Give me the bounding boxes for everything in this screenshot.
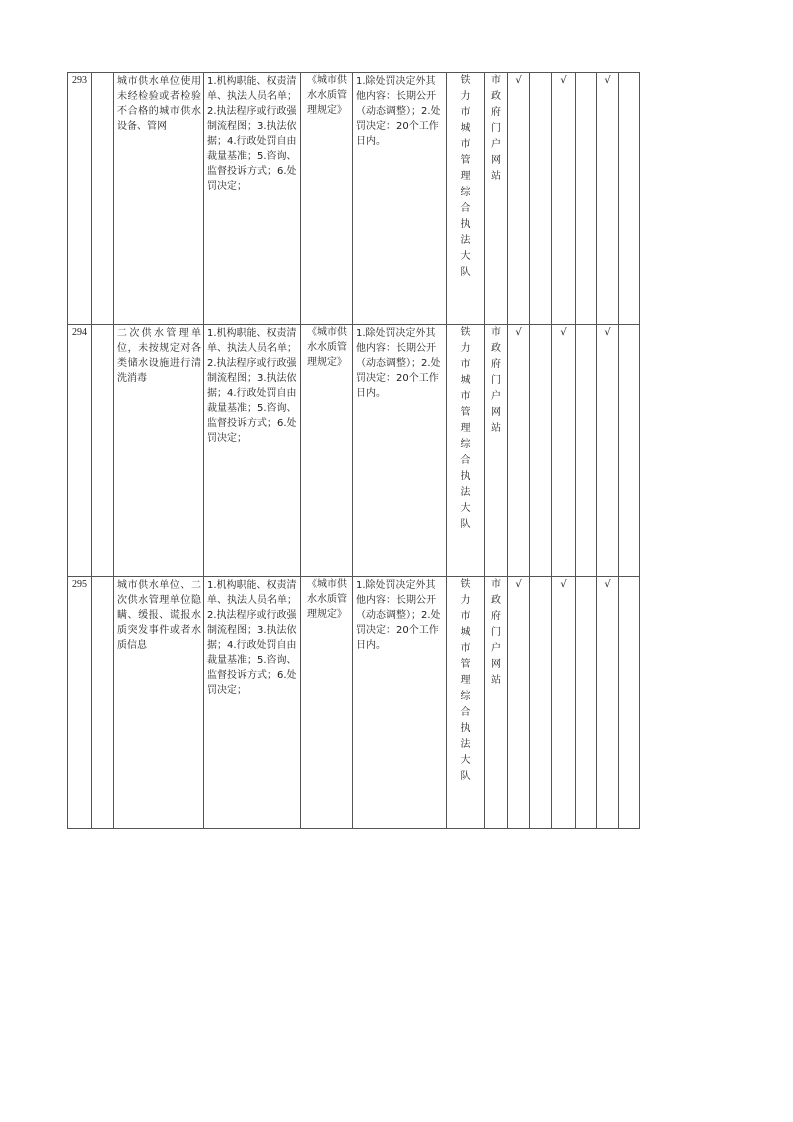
channel-cell — [485, 577, 508, 829]
channel-cell — [485, 73, 508, 325]
subject-cell — [447, 577, 485, 829]
checkmark-cell: √ — [508, 73, 530, 325]
table-row — [68, 73, 640, 325]
subject-cell — [447, 73, 485, 325]
subject-cell-text: 铁力市城市管理综合执法大队 — [460, 327, 471, 530]
channel-cell-text: 市政府门户网站 — [491, 75, 501, 182]
basis-cell-text: 《城市供水水质管理规定》 — [307, 579, 347, 620]
channel-cell — [485, 325, 508, 577]
subject-cell-text: 铁力市城市管理综合执法大队 — [460, 579, 471, 782]
spacer-cell — [92, 325, 114, 577]
table-body — [68, 73, 640, 829]
checkmark-cell: √ — [508, 577, 530, 829]
basis-cell-text: 《城市供水水质管理规定》 — [307, 327, 347, 368]
item-name-cell — [114, 73, 204, 325]
item-name-cell-text: 城市供水单位、二次供水管理单位隐瞒、缓报、谎报水质突发事件或者水质信息 — [117, 580, 201, 651]
disclosure-table — [67, 72, 640, 829]
channel-cell-text: 市政府门户网站 — [491, 579, 501, 686]
item-name-cell-text: 城市供水单位使用未经检验或者检验不合格的城市供水设备、管网 — [117, 76, 201, 132]
spacer-cell — [92, 577, 114, 829]
spacer-cell — [92, 73, 114, 325]
basis-cell-text: 《城市供水水质管理规定》 — [307, 75, 347, 116]
table-row — [68, 577, 640, 829]
checkmark-cell: √ — [597, 325, 619, 577]
checkmark-cell — [530, 577, 552, 829]
timing-cell — [353, 73, 447, 325]
checkmark-cell — [530, 325, 552, 577]
checkmark-cell: √ — [552, 325, 576, 577]
checkmark-cell — [619, 577, 640, 829]
basis-cell — [301, 325, 353, 577]
item-name-cell — [114, 325, 204, 577]
timing-cell — [353, 325, 447, 577]
disclosure-table-page — [67, 72, 640, 829]
subject-cell-text: 铁力市城市管理综合执法大队 — [460, 75, 471, 278]
checkmark-cell: √ — [552, 577, 576, 829]
checkmark-cell — [576, 325, 597, 577]
subject-cell — [447, 325, 485, 577]
content-cell — [204, 73, 301, 325]
timing-cell-text: 1.除处罚决定外其他内容：长期公开（动态调整）；2.处罚决定：20个工作日内。 — [356, 328, 441, 399]
checkmark-cell — [576, 577, 597, 829]
content-cell-text: 1.机构职能、权责清单、执法人员名单；2.执法程序或行政强制流程图；3.执法依据；4.行政处罚自由裁量基准；5.咨询、监督投诉方式；6.处罚决定； — [207, 328, 297, 444]
checkmark-cell: √ — [597, 73, 619, 325]
checkmark-cell: √ — [508, 325, 530, 577]
row-number-cell: 294 — [68, 325, 92, 577]
checkmark-cell — [530, 73, 552, 325]
checkmark-cell: √ — [597, 577, 619, 829]
row-number-cell: 293 — [68, 73, 92, 325]
checkmark-cell — [619, 73, 640, 325]
table-row — [68, 325, 640, 577]
channel-cell-text: 市政府门户网站 — [491, 327, 501, 434]
content-cell-text: 1.机构职能、权责清单、执法人员名单；2.执法程序或行政强制流程图；3.执法依据；4.行政处罚自由裁量基准；5.咨询、监督投诉方式；6.处罚决定； — [207, 580, 297, 696]
checkmark-cell — [576, 73, 597, 325]
content-cell — [204, 325, 301, 577]
basis-cell — [301, 73, 353, 325]
timing-cell-text: 1.除处罚决定外其他内容：长期公开（动态调整）；2.处罚决定：20个工作日内。 — [356, 76, 441, 147]
checkmark-cell — [619, 325, 640, 577]
basis-cell — [301, 577, 353, 829]
checkmark-cell: √ — [552, 73, 576, 325]
timing-cell — [353, 577, 447, 829]
content-cell-text: 1.机构职能、权责清单、执法人员名单；2.执法程序或行政强制流程图；3.执法依据；4.行政处罚自由裁量基准；5.咨询、监督投诉方式；6.处罚决定； — [207, 76, 297, 192]
content-cell — [204, 577, 301, 829]
timing-cell-text: 1.除处罚决定外其他内容：长期公开（动态调整）；2.处罚决定：20个工作日内。 — [356, 580, 441, 651]
row-number-cell: 295 — [68, 577, 92, 829]
item-name-cell — [114, 577, 204, 829]
item-name-cell-text: 二次供水管理单位，未按规定对各类储水设施进行清洗消毒 — [117, 328, 201, 384]
